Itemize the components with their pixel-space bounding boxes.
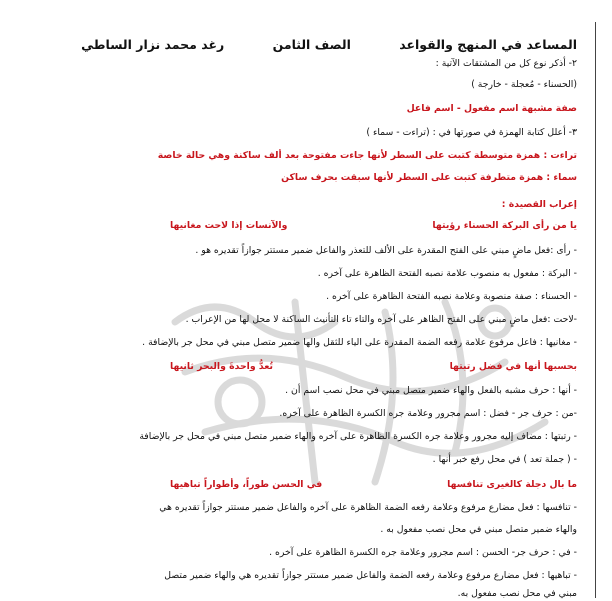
analysis-line: - الحسناء : صفة منصوبة وعلامة نصبه الفتحة الظاهرة على آخره .: [326, 291, 577, 302]
analysis-line: -لاحت :فعل ماضٍ مبني على الفتح الظاهر على آخره والتاء تاء التأنيث الساكنة لا محل لها من الإعراب .: [185, 314, 577, 325]
verse-1-first-half: يا من رأى البركة الحسناء رؤيتها: [432, 220, 577, 231]
question-2-words: (الحسناء - مُعجلة - خارجة ): [471, 79, 577, 90]
verse-1-second-half: والآنسات إذا لاحت مغانيها: [170, 220, 288, 231]
question-3-answer-2: سماء : همزة متطرفة كتبت على السطر لأنها سبقت بحرف ساكن: [281, 172, 577, 183]
grade-label: الصف الثامن: [272, 37, 351, 52]
verse-2-second-half: تُعدُّ واحدةَ والبحر ثانيها: [170, 361, 273, 372]
section-title: إعراب القصيدة :: [501, 199, 577, 210]
question-3-prompt: ٣- أعلل كتابة الهمزة في صورتها في : (تراءت - سماء ): [366, 127, 577, 138]
subject-title: المساعد في المنهج والقواعد: [399, 37, 577, 52]
analysis-line: - رأى :فعل ماضٍ مبني على الفتح المقدرة على الألف للتعذر والفاعل ضمير مستتر جوازاً تقديره هو .: [195, 245, 577, 256]
question-2-answer: صفة مشبهة اسم مفعول - اسم فاعل: [406, 103, 577, 114]
analysis-line: - رتبتها : مضاف إليه مجرور وعلامة جره الكسرة الظاهرة على آخره والهاء ضمير متصل مبني في محل جر بالإضافة: [139, 431, 577, 442]
verse-3: [20, 478, 577, 492]
analysis-line: - تنافسها : فعل مضارع مرفوع وعلامة رفعه الضمة الظاهرة على آخره والفاعل ضمير مستتر جوازاً تقديره هي: [159, 502, 577, 513]
question-3-answer-1: تراءت : همزة متوسطة كتبت على السطر لأنها جاءت مفتوحة بعد ألف ساكنة وهي حالة خاصة: [157, 150, 577, 161]
analysis-line: - أنها : حرف مشبه بالفعل والهاء ضمير متصل مبني في محل نصب اسم أن .: [285, 385, 577, 396]
verse-2: [20, 360, 577, 374]
analysis-line: - ( جملة تعد ) في محل رفع خبر أنها .: [432, 454, 577, 465]
page-header: [20, 38, 577, 52]
author-name: رغد محمد نزار الساطي: [81, 37, 225, 52]
verse-1: [20, 219, 577, 233]
analysis-line: - البركة : مفعول به منصوب علامة نصبه الفتحة الظاهرة على آخره .: [317, 268, 577, 279]
analysis-line: - في : حرف جر- الحسن : اسم مجرور وعلامة جره الكسرة الظاهرة على آخره .: [269, 547, 577, 558]
analysis-line: -من : حرف جر - فضل : اسم مجرور وعلامة جره الكسرة الظاهرة على آخره.: [279, 408, 577, 419]
analysis-line: والهاء ضمير متصل مبني في محل نصب مفعول به .: [380, 524, 577, 535]
verse-2-first-half: بحسبها أنها في فضل رتبتها: [449, 361, 577, 372]
analysis-line: - تباهيها : فعل مضارع مرفوع وعلامة رفعه الضمة والفاعل ضمير مستتر جوازاً تقديره هي والهاء ضمير متصل: [164, 570, 577, 581]
question-2-prompt: ٢- أذكر نوع كل من المشتقات الآتية :: [435, 58, 577, 69]
analysis-line: - مغانيها : فاعل مرفوع علامة رفعه الضمة المقدرة على الياء للثقل والها ضمير متصل مبني في محل جر بالإضافة .: [142, 337, 577, 348]
document-page: [10, 22, 596, 598]
verse-3-second-half: في الحسن طوراً، وأطواراً تباهيها: [170, 479, 323, 490]
analysis-line: مبني في محل نصب مفعول به.: [457, 588, 577, 599]
verse-3-first-half: ما بال دجلة كالغيرى تنافسها: [447, 479, 577, 490]
